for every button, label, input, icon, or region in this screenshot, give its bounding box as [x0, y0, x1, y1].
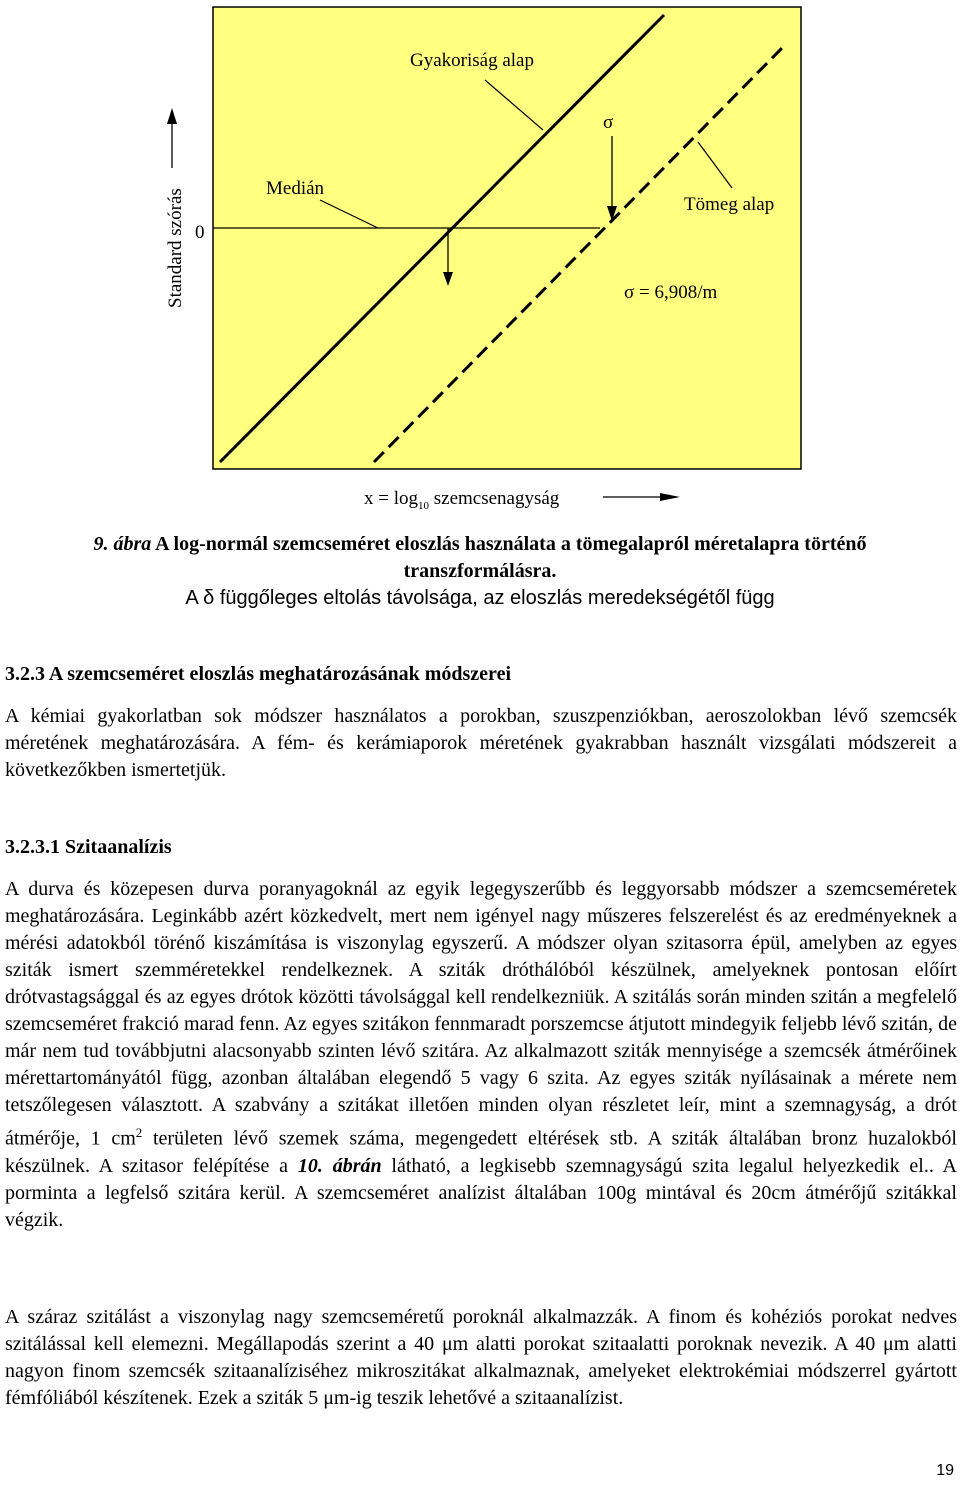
y-axis-arrowhead — [167, 108, 177, 124]
label-frequency-basis: Gyakoriság alap — [410, 50, 534, 71]
label-sigma-formula: σ = 6,908/m — [624, 282, 718, 303]
paragraph-dry-sieving: A száraz szitálást a viszonylag nagy szemcseméretű poroknál alkalmazzák. A finom és kohéziós porokat nedves szitálással kell elemezni. Megállapodás szerint a 40 μm alatti porokat szitaalatti poroknak nevezik. A 40 μm alatti nagyon finom szemcsék szitaanalíziséhez mikroszitákat alkalmaznak, amelyeket elektrokémiai módszerrel gyártott fémfóliából készítenek. Ezek a sziták 5 μm-ig teszik lehetővé a szitaanalízist. — [5, 1306, 957, 1409]
x-axis-label: $x = \log_{10}$ szemcsenagyság — [364, 488, 560, 512]
figure-caption — [0, 531, 960, 612]
paragraph-323: A kémiai gyakorlatban sok módszer használatos a porokban, szuszpenziókban, aeroszolokban lévő szemcsék méretének meghatározására. A fém- és kerámiaporok méretének gyakrabban használt vizsgálati módszereit a következőkben ismertetjük. — [5, 705, 957, 781]
label-zero: 0 — [195, 222, 205, 243]
label-sigma: σ — [603, 112, 614, 133]
lognormal-figure — [0, 0, 960, 520]
caption-line1b: transzformálásra. — [403, 560, 557, 582]
figure-reference[interactable]: 10. ábrán — [297, 1154, 382, 1177]
x-axis-arrowhead — [660, 493, 680, 501]
plot-area — [213, 7, 801, 469]
section-heading-323: 3.2.3 A szemcseméret eloszlás meghatározásának módszerei — [5, 663, 512, 685]
label-mass-basis: Tömeg alap — [684, 194, 775, 215]
caption-line2: A δ függőleges eltolás távolsága, az eloszlás meredekségétől függ — [185, 587, 775, 609]
y-axis-label: Standard szórás — [165, 188, 186, 308]
section-heading-3231: 3.2.3.1 Szitaanalízis — [5, 836, 172, 858]
caption-line1: A log-normál szemcseméret eloszlás használata a tömegalapról méretalapra történő — [151, 533, 867, 555]
page-number: 19 — [936, 1462, 954, 1479]
label-median: Medián — [266, 178, 325, 199]
caption-label: 9. ábra — [93, 533, 152, 555]
paragraph-sieve-analysis: A durva és közepesen durva poranyagoknál az egyik legegyszerűbb és leggyorsabb módszer a szemcseméretek meghatározására. Leginkább azért közkedvelt, mert nem igényel nagy műszeres felszerelést és az eredményeknek a mérési adatokból törénő kiszámítása is viszonylag egyszerű. A módszer olyan szitasorra épül, amelyben az egyes sziták ismert szemméretekkel rendelkeznek. A sziták dróthálóból készülnek, amelyeknek pontosan előírt drótvastagsággal és az egyes drótok közötti távolsággal kell rendelkezniük. A szitálás során minden szitán a megfelelő szemcseméret frakció marad fenn. Az egyes szitákon fennmaradt porszemcse átjutott mindegyik feljebb lévő szitán, de már nem tud továbbjutni alacsonyabb szinten lévő szitára. Az alkalmazott sziták mennyisége a szemcsék átmérőinek mérettartományától függ, azonban általában elegendő 5 vagy 6 szita. Az egyes sziták nyílásainak a mérete nem tetszőlegesen választott. A szabvány a szitákat illetően minden olyan részletet leír, mint a szemnagyság, a drót átmérője, 1 $cm^2$ területen lévő szemek száma, megengedett eltérések stb. A sziták általában bronz huzalokból készülnek. A szitasor felépítése a 10. ábrán látható, a legkisebb szemnagyságú szita legalul helyezkedik el.. A porminta a legfelső szitára kerül. A szemcseméret analízist általában 100g mintával és 20cm átmérőjű szitákkal végzik. — [5, 878, 957, 1231]
